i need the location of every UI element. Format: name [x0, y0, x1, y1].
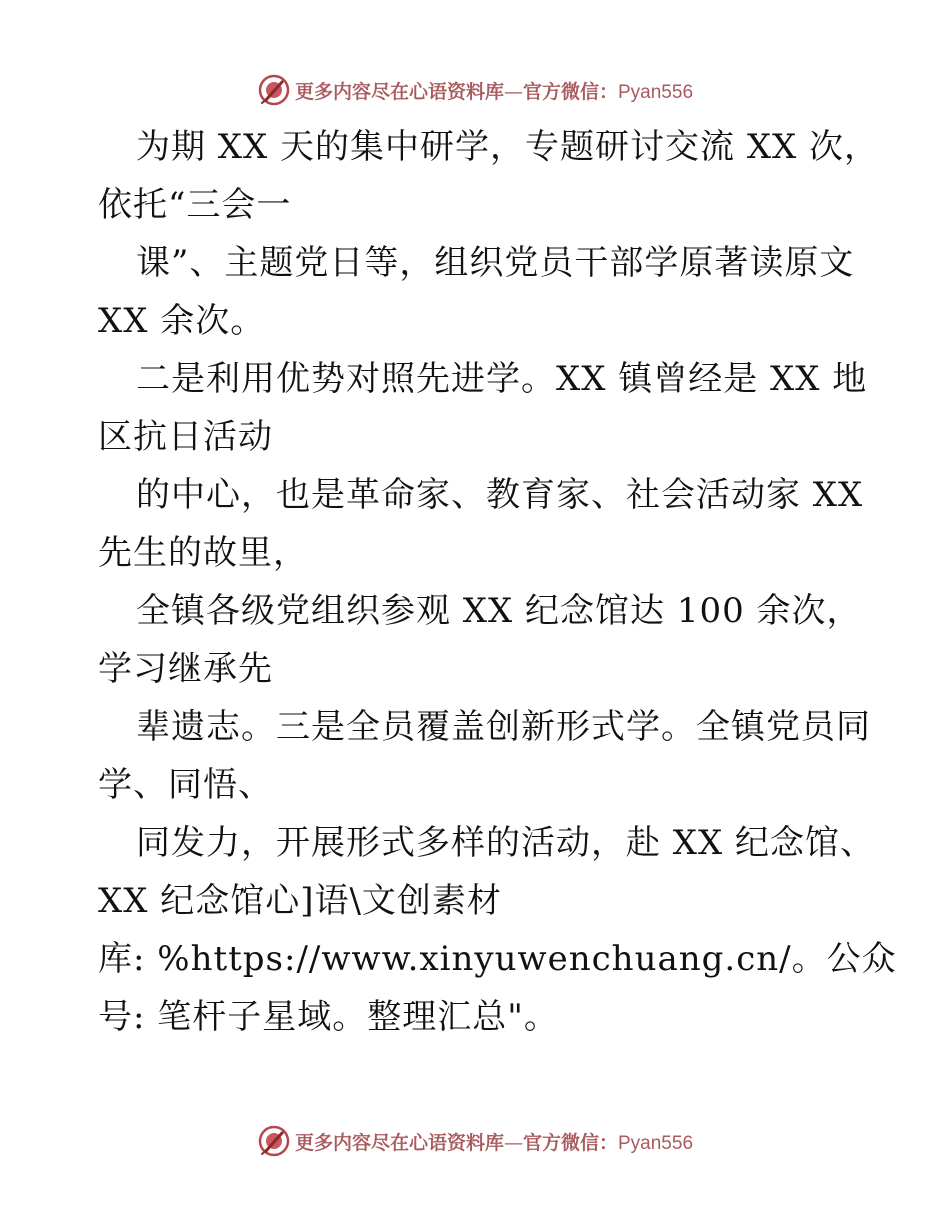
banner-wechat-label: 官方微信： — [522, 1131, 618, 1154]
body-line: 辈遗志。三是全员覆盖创新形式学。全镇党员同 — [136, 707, 871, 747]
banner-wechat-id: Pyan556 — [618, 1132, 694, 1154]
body-line: 学、同悟、 — [98, 765, 273, 805]
body-line: 全镇各级党组织参观 XX 纪念馆达 100 余次， — [136, 591, 862, 631]
body-line: 的中心，也是革命家、教育家、社会活动家 XX — [136, 475, 864, 515]
body-line: 先生的故里， — [98, 533, 308, 573]
body-line: 库: %https://www.xinyuwenchuang.cn/。公众 — [98, 939, 897, 979]
body-line: 区抗日活动 — [98, 417, 273, 457]
body-line: 号: 笔杆子星域。整理汇总"。 — [98, 997, 559, 1037]
body-line: 课”、主题党日等，组织党员干部学原著读原文 — [136, 243, 855, 283]
body-line: 依托“三会一 — [98, 185, 292, 225]
banner-dash: — — [503, 1131, 523, 1154]
document-body — [98, 118, 897, 1046]
banner-wechat-id: Pyan556 — [618, 81, 694, 103]
body-line: 为期 XX 天的集中研学，专题研讨交流 XX 次， — [136, 127, 880, 167]
body-line: XX 纪念馆心]语\文创素材 — [98, 881, 502, 921]
body-line: XX 余次。 — [98, 301, 266, 341]
banner-dash: — — [503, 80, 523, 103]
pen-logo-icon — [257, 1124, 291, 1158]
footer-banner — [0, 1121, 950, 1161]
body-line: 学习继承先 — [98, 649, 273, 689]
body-line: 二是利用优势对照先进学。XX 镇曾经是 XX 地 — [136, 359, 868, 399]
banner-title: 更多内容尽在心语资料库 — [294, 80, 504, 103]
header-banner — [0, 70, 950, 110]
pen-logo-icon — [257, 73, 291, 107]
banner-wechat-label: 官方微信： — [522, 80, 618, 103]
banner-title: 更多内容尽在心语资料库 — [294, 1131, 504, 1154]
body-line: 同发力，开展形式多样的活动，赴 XX 纪念馆、 — [136, 823, 876, 863]
